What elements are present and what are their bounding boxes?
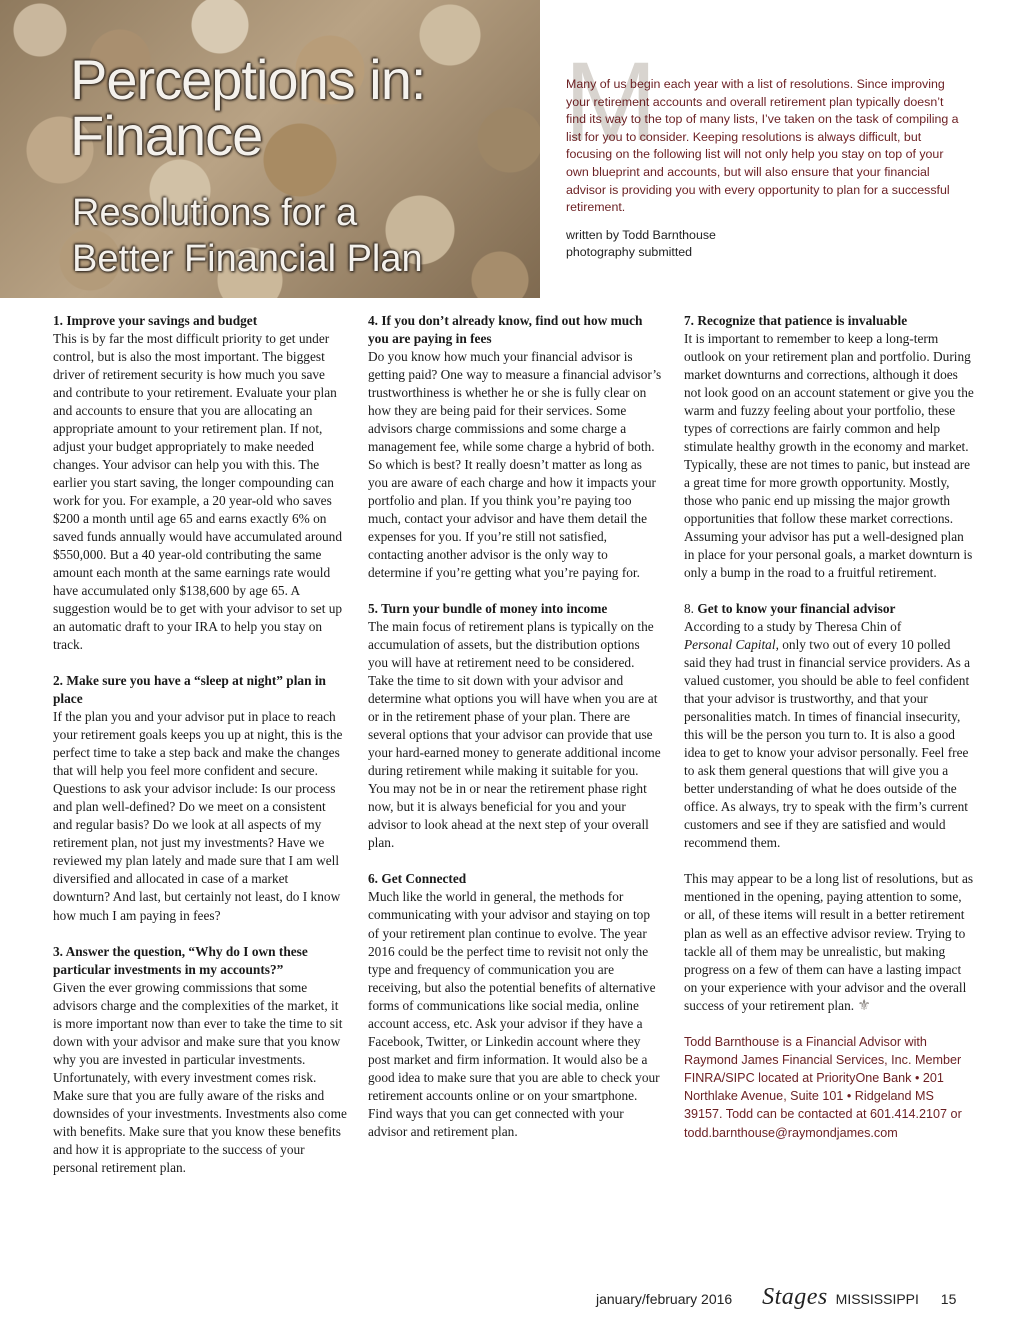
section-1 — [53, 312, 347, 654]
section-heading: 5. Turn your bundle of money into income — [368, 601, 608, 617]
closing-paragraph — [684, 870, 974, 1014]
section-8 — [684, 600, 974, 852]
column-1 — [53, 312, 347, 1195]
title-line-1: Perceptions in: — [70, 48, 426, 111]
article-title — [70, 48, 426, 167]
section-3 — [53, 943, 347, 1177]
author-bio: Todd Barnthouse is a Financial Advisor with Raymond James Financial Services, Inc. Member FINRA/SIPC located at PriorityOne Bank • 201 Northlake Avenue, Suite 101 • Ridgeland MS 39157. Todd can be contacted at 601.414.2107 or todd.barnthouse@raymondjames.com — [684, 1034, 962, 1140]
magazine-region: MISSISSIPPI — [835, 1291, 919, 1307]
section-5 — [368, 600, 662, 852]
section-heading: 2. Make sure you have a “sleep at night” plan in place — [53, 673, 326, 707]
body-after-source: , only two out of every 10 polled said they had trust in financial service providers. As a valued customer, you should be able to feel confident that your advisor is trustworthy, and that your personalities match. In times of financial insecurity, this will be the person you turn to. It is also a good idea to get to know your advisor personally. Feel free to ask them general questions that will give you a better understanding of what he does outside of the office. As always, try to speak with the firm’s current customers and see if they are satisfied and would recommend them. — [684, 637, 971, 851]
subtitle-line-2: Better Financial Plan — [72, 238, 423, 280]
section-4 — [368, 312, 662, 582]
section-heading: 6. Get Connected — [368, 871, 467, 887]
column-3 — [684, 312, 974, 1142]
section-2 — [53, 672, 347, 924]
section-body: This is by far the most difficult priority to get under control, but is also the most important. The biggest driver of retirement security is how much you save and contribute to your retirement. Evaluate your plan and accounts to ensure that you are allocating an appropriate amount to your retirement plan. If not, adjust your budget appropriately to make needed changes. Your advisor can help you with this. The earlier you start saving, the longer compounding can work for you. For example, a 20 year-old who saves $200 a month until age 65 and earns exactly 6% on saved funds annually would have accumulated around $550,000. But a 40 year-old contributing the same amount each month at the same earnings rate would have accumulated only $138,600 by age 65. A suggestion would be to get with your advisor to set up an automatic draft to your IRA to help you stay on track. — [53, 331, 343, 653]
closing-body: This may appear to be a long list of resolutions, but as mentioned in the opening, paying attention to some, or all, of these items will result in a better retirement plan as well as an effective advisor review. Trying to tackle all of them may be unrealistic, but making progress on a few of them can have a lasting impact on your experience with your advisor and the overall success of your retirement plan. — [684, 871, 974, 1013]
intro-paragraph: Many of us begin each year with a list of resolutions. Since improving your retirement accounts and overall retirement plan typically doesn’t find its way to the top of many lists, I’ve taken on the task of compiling a list for you to consider. Keeping resolutions is always difficult, but focusing on the following list will not only help you stay on top of your own blueprint and accounts, but will also ensure that your financial advisor is providing you with every opportunity to plan for a successful retirement. — [566, 77, 959, 215]
author-credit: written by Todd Barnthouse — [566, 227, 716, 242]
hero-coins-photo — [0, 0, 540, 298]
page-footer — [596, 1284, 956, 1311]
closing-text — [684, 870, 974, 1014]
body-before-source: According to a study by Theresa Chin of — [684, 619, 902, 635]
byline — [566, 227, 966, 262]
column-2 — [368, 312, 662, 1159]
section-body: If the plan you and your advisor put in place to reach your retirement goals keeps you up at night, this is the perfect time to take a step back and make the changes that will help you feel more confident and secure. Questions to ask your advisor include: Is our process and plan well-defined? Do we meet on a consistent and regular basis? Do we look at all aspects of my retirement plan, not just my investments? Have we reviewed my plan lately and made sure that I am well diversified and allocated in case of a market downturn? And last, but certainly not least, do I know how much I am paying in fees? — [53, 709, 343, 923]
fleur-de-lis-icon: ⚜ — [857, 997, 871, 1014]
intro-block — [564, 39, 966, 262]
photo-credit: photography submitted — [566, 245, 693, 260]
title-line-2: Finance — [70, 104, 263, 167]
source-publication: Personal Capital — [684, 637, 776, 653]
drop-cap: M — [564, 39, 658, 164]
section-body: Given the ever growing commissions that some advisors charge and the complexities of the market, it is more important now than ever to take the time to sit down with your advisor and make sure that you know why you are invested in particular investments. Unfortunately, with every investment comes risk. Make sure that you are fully aware of the risks and downsides of your investments. Investments also come with benefits. Make sure that you know these benefits and how it is appropriate to the success of your personal retirement plan. — [53, 979, 347, 1175]
section-heading: 4. If you don’t already know, find out how much you are paying in fees — [368, 313, 643, 347]
section-body: Do you know how much your financial advisor is getting paid? One way to measure a financial advisor’s trustworthiness is whether he or she is fully clear on how they are being paid for their services. Some advisors charge commissions and some charge a management fee, while some charge a hybrid of both. So which is best? It really doesn’t matter as long as you are aware of each charge and how it impacts your portfolio and plan. If you think you’re paying too much, contact your advisor and have them detail the expenses for you. If you’re still not satisfied, contacting another advisor is the only way to determine if you’re getting what you’re paying for. — [368, 349, 662, 581]
subtitle-line-1: Resolutions for a — [72, 192, 358, 234]
section-7 — [684, 312, 974, 582]
issue-date: january/february 2016 — [596, 1291, 733, 1307]
article-subtitle — [72, 190, 423, 282]
section-body — [684, 600, 974, 852]
magazine-brand: Stages — [762, 1284, 828, 1310]
section-body: The main focus of retirement plans is typically on the accumulation of assets, but the distribution options you will have at retirement need to be considered. Take the time to sit down with your advisor and determine what options you will have when you are at or in the retirement phase of your plan. There are several options that your advisor can provide that use your hard-earned money to generate additional income during retirement while making it suitable for you. You may not be in or near the retirement phase right now, but it is always beneficial for you and your advisor to look ahead at the next step of your overall plan. — [368, 619, 661, 851]
section-body: It is important to remember to keep a long-term outlook on your retirement plan and portfolio. During market downturns and corrections, although it does not look good on an account statement or give you the warm and fuzzy feeling about your portfolio, these types of corrections are fairly common and help stimulate healthy growth in the economy and market. Typically, these are not times to panic, but instead are a great time for more growth opportunity. Mostly, those who panic end up missing the major growth opportunities that follow these market corrections. Assuming your advisor has put a well-designed plan in place for your personal goals, a market downturn is only a bump in the road to a fruitful retirement. — [684, 331, 974, 581]
section-heading: 3. Answer the question, “Why do I own these particular investments in my accounts?” — [53, 943, 308, 977]
section-number: 8. — [684, 601, 695, 617]
section-6 — [368, 870, 662, 1140]
section-body: Much like the world in general, the methods for communicating with your advisor and staying on top of your retirement plan continue to evolve. The year 2016 could be the perfect time to revisit not only the type and frequency of communication you are receiving, but also the potential benefits of alternative forms of communications like social media, online account access, etc. Ask your advisor if they have a Facebook, Twitter, or Linkedin account where they post market and firm information. It would also be a good idea to make sure that you are able to check your retirement accounts online or on your smartphone. Find ways that you can get connected with your advisor and retirement plan. — [368, 889, 660, 1139]
section-heading: 1. Improve your savings and budget — [53, 313, 258, 328]
section-heading: Get to know your financial advisor — [697, 601, 896, 617]
section-heading: 7. Recognize that patience is invaluable — [684, 313, 908, 328]
page-number: 15 — [940, 1291, 957, 1307]
